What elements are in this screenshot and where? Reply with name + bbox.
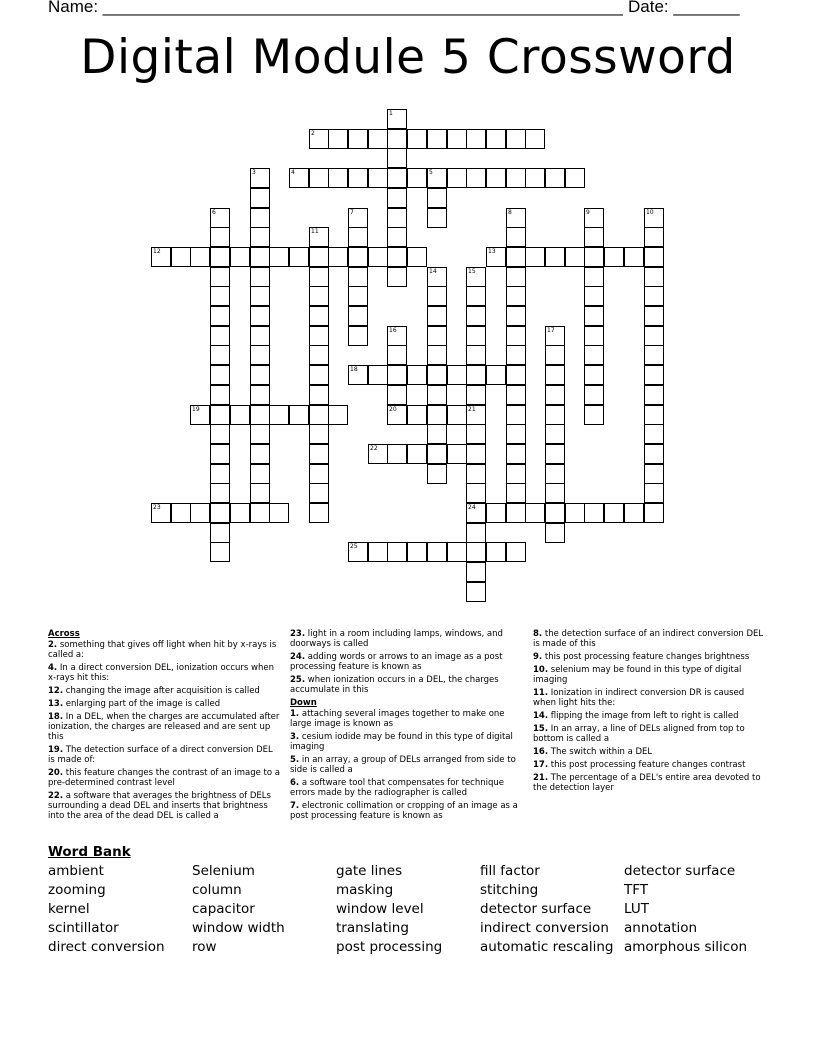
- clues-column-2: [290, 629, 522, 824]
- grid-cell[interactable]: [466, 582, 486, 602]
- grid-cell[interactable]: [506, 444, 526, 464]
- clue-number: 18: [350, 366, 358, 373]
- word-bank-item: detector surface: [624, 863, 736, 879]
- clue-number: 16: [389, 327, 397, 334]
- grid-cell[interactable]: [368, 247, 388, 267]
- grid-cell[interactable]: [466, 483, 486, 503]
- word-bank-item: annotation: [624, 920, 698, 936]
- grid-cell[interactable]: [309, 365, 329, 385]
- grid-cell[interactable]: [210, 365, 230, 385]
- grid-cell[interactable]: [309, 424, 329, 444]
- grid-cell[interactable]: [348, 286, 368, 306]
- grid-cell[interactable]: [545, 424, 565, 444]
- grid-cell[interactable]: [250, 424, 270, 444]
- name-field[interactable]: Name: _______________________________________________________: [48, 0, 623, 16]
- word-bank-item: ambient: [48, 863, 104, 879]
- grid-cell[interactable]: [644, 306, 664, 326]
- grid-cell[interactable]: [387, 168, 407, 188]
- word-bank-item: zooming: [48, 882, 106, 898]
- grid-cell[interactable]: [447, 168, 467, 188]
- grid-cell[interactable]: [250, 464, 270, 484]
- grid-cell[interactable]: [328, 129, 348, 149]
- word-bank-item: capacitor: [192, 901, 255, 917]
- down-heading: Down: [290, 698, 317, 708]
- grid-cell[interactable]: [466, 464, 486, 484]
- clue-across-4: 4. In a direct conversion DEL, ionization occurs when x-rays hit this:: [48, 663, 274, 683]
- clue-number: 10: [646, 209, 654, 216]
- word-bank-item: automatic rescaling: [480, 939, 614, 955]
- clue-across-20: 20. this feature changes the contrast of an image to a pre-determined contrast level: [48, 768, 281, 788]
- grid-cell[interactable]: [250, 188, 270, 208]
- grid-cell[interactable]: [269, 405, 289, 425]
- clue-number: 25: [350, 543, 358, 550]
- grid-cell[interactable]: [250, 326, 270, 346]
- grid-cell[interactable]: [250, 247, 270, 267]
- grid-cell[interactable]: [644, 247, 664, 267]
- word-bank-item: column: [192, 882, 242, 898]
- grid-cell[interactable]: [210, 444, 230, 464]
- grid-cell[interactable]: [309, 306, 329, 326]
- across-heading: Across: [48, 629, 80, 639]
- grid-cell[interactable]: [387, 148, 407, 168]
- grid-cell[interactable]: [447, 405, 467, 425]
- word-bank-item: direct conversion: [48, 939, 165, 955]
- clue-number: 9: [586, 209, 590, 216]
- clue-number: 14: [429, 268, 437, 275]
- clue-number: 3: [252, 169, 256, 176]
- grid-cell[interactable]: [644, 483, 664, 503]
- grid-cell[interactable]: [545, 345, 565, 365]
- grid-cell[interactable]: [644, 385, 664, 405]
- grid-cell[interactable]: [427, 188, 447, 208]
- grid-cell[interactable]: [250, 208, 270, 228]
- grid-cell[interactable]: [387, 227, 407, 247]
- grid-cell[interactable]: [427, 306, 447, 326]
- grid-cell[interactable]: [407, 542, 427, 562]
- clue-number: 23: [153, 504, 161, 511]
- grid-cell[interactable]: [250, 227, 270, 247]
- grid-cell[interactable]: [309, 483, 329, 503]
- grid-cell[interactable]: [387, 129, 407, 149]
- grid-cell[interactable]: [506, 306, 526, 326]
- clue-number: 20: [389, 406, 397, 413]
- grid-cell[interactable]: [584, 385, 604, 405]
- grid-cell[interactable]: [427, 326, 447, 346]
- clue-number: 1: [389, 110, 393, 117]
- grid-cell[interactable]: [584, 345, 604, 365]
- word-bank-item: stitching: [480, 882, 539, 898]
- grid-cell[interactable]: [210, 542, 230, 562]
- grid-cell[interactable]: [506, 483, 526, 503]
- grid-cell[interactable]: [466, 424, 486, 444]
- grid-cell[interactable]: [348, 168, 368, 188]
- grid-cell[interactable]: [328, 405, 348, 425]
- clue-down-15: 15. In an array, a line of DELs aligned from top to bottom is called a: [533, 724, 745, 744]
- grid-cell[interactable]: [427, 208, 447, 228]
- word-bank-title: Word Bank: [48, 844, 131, 860]
- grid-cell[interactable]: [387, 345, 407, 365]
- grid-cell[interactable]: [545, 365, 565, 385]
- grid-cell[interactable]: [190, 503, 210, 523]
- word-bank-item: masking: [336, 882, 394, 898]
- grid-cell[interactable]: [328, 247, 348, 267]
- clue-down-5: 5. in an array, a group of DELs arranged from side to side is called a: [290, 755, 516, 775]
- grid-cell[interactable]: [348, 129, 368, 149]
- grid-cell[interactable]: [584, 503, 604, 523]
- grid-cell[interactable]: [210, 503, 230, 523]
- grid-cell[interactable]: [210, 326, 230, 346]
- grid-cell[interactable]: [644, 267, 664, 287]
- page-title: Digital Module 5 Crossword: [80, 30, 736, 85]
- grid-cell[interactable]: [447, 365, 467, 385]
- clue-number: 15: [468, 268, 476, 275]
- word-bank-column-3: [336, 862, 442, 957]
- grid-cell[interactable]: [289, 247, 309, 267]
- grid-cell[interactable]: [466, 306, 486, 326]
- grid-cell[interactable]: [309, 267, 329, 287]
- grid-cell[interactable]: [368, 168, 388, 188]
- clue-number: 13: [488, 248, 496, 255]
- grid-cell[interactable]: [210, 483, 230, 503]
- word-bank-item: indirect conversion: [480, 920, 609, 936]
- grid-cell[interactable]: [466, 168, 486, 188]
- grid-cell[interactable]: [584, 405, 604, 425]
- grid-cell[interactable]: [565, 247, 585, 267]
- grid-cell[interactable]: [309, 326, 329, 346]
- grid-cell[interactable]: [545, 385, 565, 405]
- grid-cell[interactable]: [545, 168, 565, 188]
- grid-cell[interactable]: [348, 326, 368, 346]
- grid-cell[interactable]: [644, 286, 664, 306]
- word-bank-item: kernel: [48, 901, 90, 917]
- grid-cell[interactable]: [250, 444, 270, 464]
- grid-cell[interactable]: [230, 503, 250, 523]
- grid-cell[interactable]: [387, 188, 407, 208]
- grid-cell[interactable]: [250, 267, 270, 287]
- clue-number: 6: [212, 209, 216, 216]
- clue-down-3: 3. cesium iodide may be found in this type of digital imaging: [290, 732, 513, 752]
- grid-cell[interactable]: [644, 326, 664, 346]
- grid-cell[interactable]: [584, 306, 604, 326]
- clue-down-1: 1. attaching several images together to make one large image is known as: [290, 709, 505, 729]
- grid-cell[interactable]: [584, 247, 604, 267]
- grid-cell[interactable]: [506, 503, 526, 523]
- clue-number: 22: [370, 445, 378, 452]
- grid-cell[interactable]: [407, 365, 427, 385]
- grid-cell[interactable]: [210, 306, 230, 326]
- grid-cell[interactable]: [545, 483, 565, 503]
- grid-cell[interactable]: [250, 483, 270, 503]
- grid-cell[interactable]: [407, 168, 427, 188]
- grid-cell[interactable]: [348, 306, 368, 326]
- grid-cell[interactable]: [486, 542, 506, 562]
- grid-cell[interactable]: [545, 444, 565, 464]
- grid-cell[interactable]: [427, 444, 447, 464]
- clue-number: 11: [311, 228, 319, 235]
- grid-cell[interactable]: [506, 247, 526, 267]
- grid-cell[interactable]: [486, 168, 506, 188]
- grid-cell[interactable]: [447, 542, 467, 562]
- grid-cell[interactable]: [210, 286, 230, 306]
- grid-cell[interactable]: [269, 247, 289, 267]
- clue-down-9: 9. this post processing feature changes brightness: [533, 652, 750, 662]
- grid-cell[interactable]: [210, 227, 230, 247]
- grid-cell[interactable]: [210, 267, 230, 287]
- grid-cell[interactable]: [506, 267, 526, 287]
- grid-cell[interactable]: [210, 464, 230, 484]
- grid-cell[interactable]: [644, 503, 664, 523]
- clue-down-17: 17. this post processing feature changes contrast: [533, 760, 746, 770]
- word-bank-item: window width: [192, 920, 285, 936]
- grid-cell[interactable]: [250, 503, 270, 523]
- grid-cell[interactable]: [309, 405, 329, 425]
- word-bank-item: post processing: [336, 939, 443, 955]
- grid-cell[interactable]: [584, 326, 604, 346]
- grid-cell[interactable]: [447, 129, 467, 149]
- grid-cell[interactable]: [506, 227, 526, 247]
- clue-across-18: 18. In a DEL, when the charges are accumulated after ionization, the charges are released and are sent up this: [48, 712, 280, 742]
- word-bank-column-4: [480, 862, 613, 957]
- grid-cell[interactable]: [644, 405, 664, 425]
- word-bank-item: fill factor: [480, 863, 540, 879]
- grid-cell[interactable]: [506, 286, 526, 306]
- grid-cell[interactable]: [387, 385, 407, 405]
- grid-cell[interactable]: [171, 247, 191, 267]
- word-bank-item: detector surface: [480, 901, 592, 917]
- grid-cell[interactable]: [171, 503, 191, 523]
- clue-number: 4: [291, 169, 295, 176]
- clue-number: 21: [468, 406, 476, 413]
- grid-cell[interactable]: [584, 286, 604, 306]
- grid-cell[interactable]: [427, 542, 447, 562]
- grid-cell[interactable]: [289, 405, 309, 425]
- date-field[interactable]: Date: _______: [628, 0, 740, 16]
- grid-cell[interactable]: [387, 365, 407, 385]
- clue-number: 7: [350, 209, 354, 216]
- clue-across-13: 13. enlarging part of the image is called: [48, 699, 221, 709]
- grid-cell[interactable]: [565, 168, 585, 188]
- grid-cell[interactable]: [309, 385, 329, 405]
- grid-cell[interactable]: [644, 365, 664, 385]
- word-bank-item: scintillator: [48, 920, 119, 936]
- grid-cell[interactable]: [506, 326, 526, 346]
- grid-cell[interactable]: [210, 247, 230, 267]
- clue-number: 2: [311, 130, 315, 137]
- grid-cell[interactable]: [624, 503, 644, 523]
- grid-cell[interactable]: [584, 267, 604, 287]
- word-bank-column-2: [192, 862, 285, 957]
- word-bank-item: Selenium: [192, 863, 255, 879]
- grid-cell[interactable]: [230, 247, 250, 267]
- grid-cell[interactable]: [309, 464, 329, 484]
- grid-cell[interactable]: [309, 345, 329, 365]
- grid-cell[interactable]: [427, 286, 447, 306]
- grid-cell[interactable]: [427, 345, 447, 365]
- grid-cell[interactable]: [230, 405, 250, 425]
- grid-cell[interactable]: [466, 523, 486, 543]
- grid-cell[interactable]: [368, 542, 388, 562]
- clue-across-2: 2. something that gives off light when hit by x-rays is called a:: [48, 640, 277, 660]
- grid-cell[interactable]: [545, 464, 565, 484]
- word-bank-item: amorphous silicon: [624, 939, 748, 955]
- clue-number: 12: [153, 248, 161, 255]
- grid-cell[interactable]: [545, 247, 565, 267]
- grid-cell[interactable]: [348, 267, 368, 287]
- clue-across-12: 12. changing the image after acquisition is called: [48, 686, 260, 696]
- grid-cell[interactable]: [466, 562, 486, 582]
- clue-number: 5: [429, 169, 433, 176]
- grid-cell[interactable]: [466, 365, 486, 385]
- clue-down-11: 11. Ionization in indirect conversion DR is caused when light hits the:: [533, 688, 745, 708]
- grid-cell[interactable]: [407, 129, 427, 149]
- grid-cell[interactable]: [427, 385, 447, 405]
- clue-number: 24: [468, 504, 476, 511]
- grid-cell[interactable]: [506, 129, 526, 149]
- grid-cell[interactable]: [624, 247, 644, 267]
- grid-cell[interactable]: [644, 464, 664, 484]
- clues-column-1: [48, 629, 280, 824]
- grid-cell[interactable]: [466, 385, 486, 405]
- grid-cell[interactable]: [210, 385, 230, 405]
- grid-cell[interactable]: [250, 306, 270, 326]
- grid-cell[interactable]: [466, 286, 486, 306]
- grid-cell[interactable]: [407, 444, 427, 464]
- grid-cell[interactable]: [387, 444, 407, 464]
- grid-cell[interactable]: [368, 129, 388, 149]
- grid-cell[interactable]: [506, 365, 526, 385]
- grid-cell[interactable]: [644, 345, 664, 365]
- grid-cell[interactable]: [466, 129, 486, 149]
- grid-cell[interactable]: [309, 444, 329, 464]
- grid-cell[interactable]: [466, 542, 486, 562]
- grid-cell[interactable]: [506, 464, 526, 484]
- grid-cell[interactable]: [250, 365, 270, 385]
- grid-cell[interactable]: [427, 424, 447, 444]
- grid-cell[interactable]: [584, 227, 604, 247]
- grid-cell[interactable]: [348, 227, 368, 247]
- grid-cell[interactable]: [584, 365, 604, 385]
- grid-cell[interactable]: [250, 286, 270, 306]
- grid-cell[interactable]: [309, 286, 329, 306]
- grid-cell[interactable]: [250, 345, 270, 365]
- grid-cell[interactable]: [387, 267, 407, 287]
- grid-cell[interactable]: [190, 247, 210, 267]
- clue-across-23: 23. light in a room including lamps, windows, and doorways is called: [290, 629, 503, 649]
- grid-cell[interactable]: [525, 247, 545, 267]
- grid-cell[interactable]: [545, 503, 565, 523]
- grid-cell[interactable]: [604, 247, 624, 267]
- clue-number: 8: [508, 209, 512, 216]
- grid-cell[interactable]: [309, 168, 329, 188]
- grid-cell[interactable]: [210, 405, 230, 425]
- grid-cell[interactable]: [387, 208, 407, 228]
- grid-cell[interactable]: [506, 405, 526, 425]
- grid-cell[interactable]: [545, 523, 565, 543]
- grid-cell[interactable]: [210, 523, 230, 543]
- grid-cell[interactable]: [486, 365, 506, 385]
- clue-across-19: 19. The detection surface of a direct conversion DEL is made of:: [48, 745, 273, 765]
- grid-cell[interactable]: [427, 405, 447, 425]
- grid-cell[interactable]: [427, 365, 447, 385]
- grid-cell[interactable]: [506, 345, 526, 365]
- clue-down-8: 8. the detection surface of an indirect conversion DEL is made of this: [533, 629, 764, 649]
- grid-cell[interactable]: [368, 365, 388, 385]
- grid-cell[interactable]: [427, 464, 447, 484]
- grid-cell[interactable]: [486, 503, 506, 523]
- clue-number: 17: [547, 327, 555, 334]
- grid-cell[interactable]: [506, 424, 526, 444]
- clue-number: 19: [192, 406, 200, 413]
- grid-cell[interactable]: [387, 247, 407, 267]
- clues-column-3: [533, 629, 765, 796]
- grid-cell[interactable]: [309, 247, 329, 267]
- grid-cell[interactable]: [210, 424, 230, 444]
- clue-across-25: 25. when ionization occurs in a DEL, the charges accumulate in this: [290, 675, 499, 695]
- grid-cell[interactable]: [525, 503, 545, 523]
- grid-cell[interactable]: [210, 345, 230, 365]
- word-bank-column-1: [48, 862, 165, 957]
- grid-cell[interactable]: [466, 345, 486, 365]
- word-bank-item: TFT: [624, 882, 649, 898]
- grid-cell[interactable]: [506, 168, 526, 188]
- grid-cell[interactable]: [525, 129, 545, 149]
- grid-cell[interactable]: [466, 326, 486, 346]
- word-bank-column-5: [624, 862, 747, 957]
- grid-cell[interactable]: [407, 405, 427, 425]
- grid-cell[interactable]: [328, 168, 348, 188]
- clue-across-22: 22. a software that averages the brightness of DELs surrounding a dead DEL and inserts that brightness into the area of the dead DEL is called a: [48, 791, 271, 821]
- grid-cell[interactable]: [525, 168, 545, 188]
- grid-cell[interactable]: [447, 444, 467, 464]
- grid-cell[interactable]: [545, 405, 565, 425]
- clue-down-10: 10. selenium may be found in this type of digital imaging: [533, 665, 742, 685]
- clue-down-14: 14. flipping the image from left to right is called: [533, 711, 739, 721]
- word-bank-item: row: [192, 939, 217, 955]
- grid-cell[interactable]: [486, 129, 506, 149]
- word-bank-item: LUT: [624, 901, 649, 917]
- grid-cell[interactable]: [250, 385, 270, 405]
- clue-down-21: 21. The percentage of a DEL's entire area devoted to the detection layer: [533, 773, 761, 793]
- grid-cell[interactable]: [506, 542, 526, 562]
- word-bank-item: window level: [336, 901, 424, 917]
- grid-cell[interactable]: [644, 227, 664, 247]
- word-bank-item: gate lines: [336, 863, 403, 879]
- clue-down-6: 6. a software tool that compensates for technique errors made by the radiographer is called: [290, 778, 505, 798]
- grid-cell[interactable]: [506, 385, 526, 405]
- grid-cell[interactable]: [427, 129, 447, 149]
- word-bank-item: translating: [336, 920, 409, 936]
- clue-down-16: 16. The switch within a DEL: [533, 747, 653, 757]
- clue-across-24: 24. adding words or arrows to an image as a post processing feature is known as: [290, 652, 503, 672]
- grid-cell[interactable]: [348, 247, 368, 267]
- grid-cell[interactable]: [407, 247, 427, 267]
- grid-cell[interactable]: [644, 424, 664, 444]
- grid-cell[interactable]: [387, 542, 407, 562]
- grid-cell[interactable]: [644, 444, 664, 464]
- grid-cell[interactable]: [565, 503, 585, 523]
- grid-cell[interactable]: [466, 444, 486, 464]
- grid-cell[interactable]: [269, 503, 289, 523]
- clue-down-7: 7. electronic collimation or cropping of an image as a post processing feature is known as: [290, 801, 518, 821]
- grid-cell[interactable]: [604, 503, 624, 523]
- grid-cell[interactable]: [309, 503, 329, 523]
- grid-cell[interactable]: [250, 405, 270, 425]
